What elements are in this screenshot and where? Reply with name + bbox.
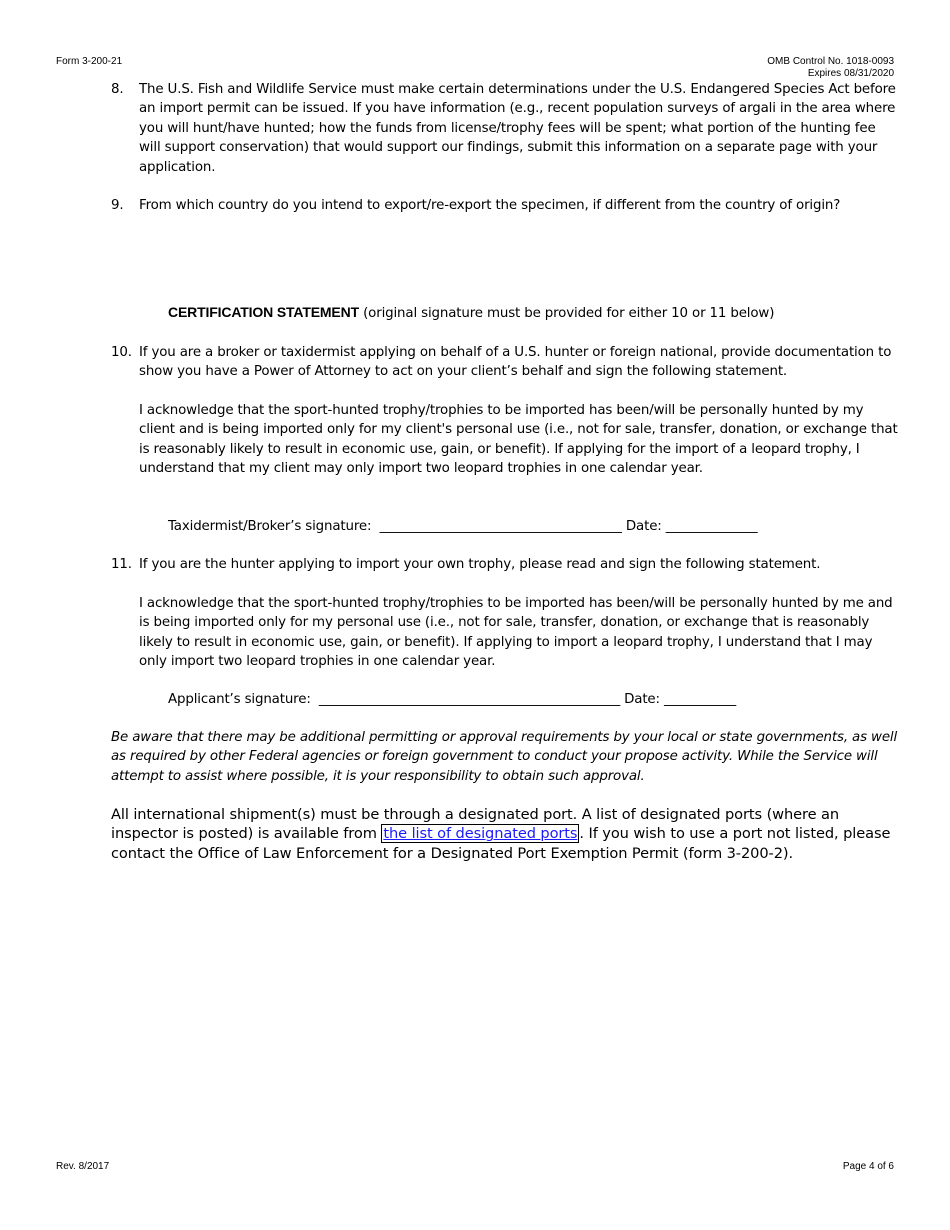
broker-statement [111, 401, 901, 479]
question-text: The U.S. Fish and Wildlife Service must make certain determinations under the U.S. Endangered Species Act before an import permit can be issued. If you have information (e.g., recent population surveys of argali in the area where you will hunt/have hunted; how the funds from license/trophy fees will be spent; what portion of the hunting fee will support conservation) that would support our findings, submit this information on a separate page with your application. [139, 82, 896, 175]
broker-signature-field[interactable]: _____________________________________ [379, 519, 622, 534]
page-number: Page 4 of 6 [842, 1161, 894, 1172]
expiration-date: Expires 08/31/2020 [807, 68, 894, 79]
revision-date: Rev. 8/2017 [56, 1161, 110, 1172]
question-number: 9. [111, 198, 124, 213]
question-number: 10. [111, 345, 132, 360]
question-text: If you are a broker or taxidermist applying on behalf of a U.S. hunter or foreign national, provide documentation to show you have a Power of Attorney to act on your client’s behalf and sign the following statement. [139, 345, 892, 380]
hunter-acknowledgement: I acknowledge that the sport-hunted trophy/trophies to be imported has been/will be personally hunted by me and is being imported only for my personal use (i.e., not for sale, transfer, donation, or exchange that is reasonably likely to result in economic use, gain, or benefit). If applying to import a leopard trophy, I understand that I may only import two leopard trophies in one calendar year. [139, 596, 893, 670]
broker-signature-row [111, 517, 901, 536]
broker-date-field[interactable]: ______________ [665, 519, 758, 534]
designated-ports-link[interactable]: the list of designated ports [383, 825, 578, 843]
applicant-signature-row [111, 690, 901, 709]
hunter-statement [111, 594, 901, 672]
question-11 [111, 555, 901, 574]
certification-heading [168, 303, 774, 323]
broker-date-label: Date: [625, 519, 662, 534]
certification-title: CERTIFICATION STATEMENT [168, 304, 359, 320]
applicant-signature-label: Applicant’s signature: [168, 692, 311, 707]
applicant-date-label: Date: [624, 692, 660, 707]
question-8 [111, 80, 901, 177]
form-number: Form 3-200-21 [56, 56, 123, 67]
question-text: If you are the hunter applying to import your own trophy, please read and sign the following statement. [139, 557, 821, 572]
question-number: 11. [111, 557, 132, 572]
additional-requirements-notice: Be aware that there may be additional permitting or approval requirements by your local or state governments, as well as required by other Federal agencies or foreign government to conduct your propose activity. While the Service will attempt to assist where possible, it is your responsibility to obtain such approval. [111, 730, 898, 784]
applicant-signature-field[interactable]: ______________________________________________ [318, 692, 620, 707]
omb-info [767, 56, 894, 80]
question-9 [111, 196, 901, 215]
broker-acknowledgement: I acknowledge that the sport-hunted trophy/trophies to be imported has been/will be personally hunted by my client and is being imported only for my client's personal use (i.e., not for sale, transfer, donation, or exchange that is reasonably likely to result in economic use, gain, or benefit). If applying for the import of a leopard trophy, I understand that my client may only import two leopard trophies in one calendar year. [139, 403, 898, 477]
question-10 [111, 343, 901, 382]
ports-text-before: All international shipment(s) must be through a designated port. A list of designated ports (where an inspector is posted) is available from [111, 806, 840, 843]
designated-ports-paragraph [111, 805, 901, 863]
question-number: 8. [111, 82, 124, 97]
broker-signature-label: Taxidermist/Broker’s signature: [168, 519, 372, 534]
omb-control-number: OMB Control No. 1018-0093 [767, 56, 894, 67]
certification-subtitle: (original signature must be provided for either 10 or 11 below) [363, 306, 775, 321]
question-text: From which country do you intend to export/re-export the specimen, if different from the country of origin? [139, 198, 841, 213]
applicant-date-field[interactable]: ___________ [664, 692, 736, 707]
ports-text-after: . If you wish to use a port not listed, please contact the Office of Law Enforcement for a Designated Port Exemption Permit (form 3-200-2). [111, 825, 891, 862]
